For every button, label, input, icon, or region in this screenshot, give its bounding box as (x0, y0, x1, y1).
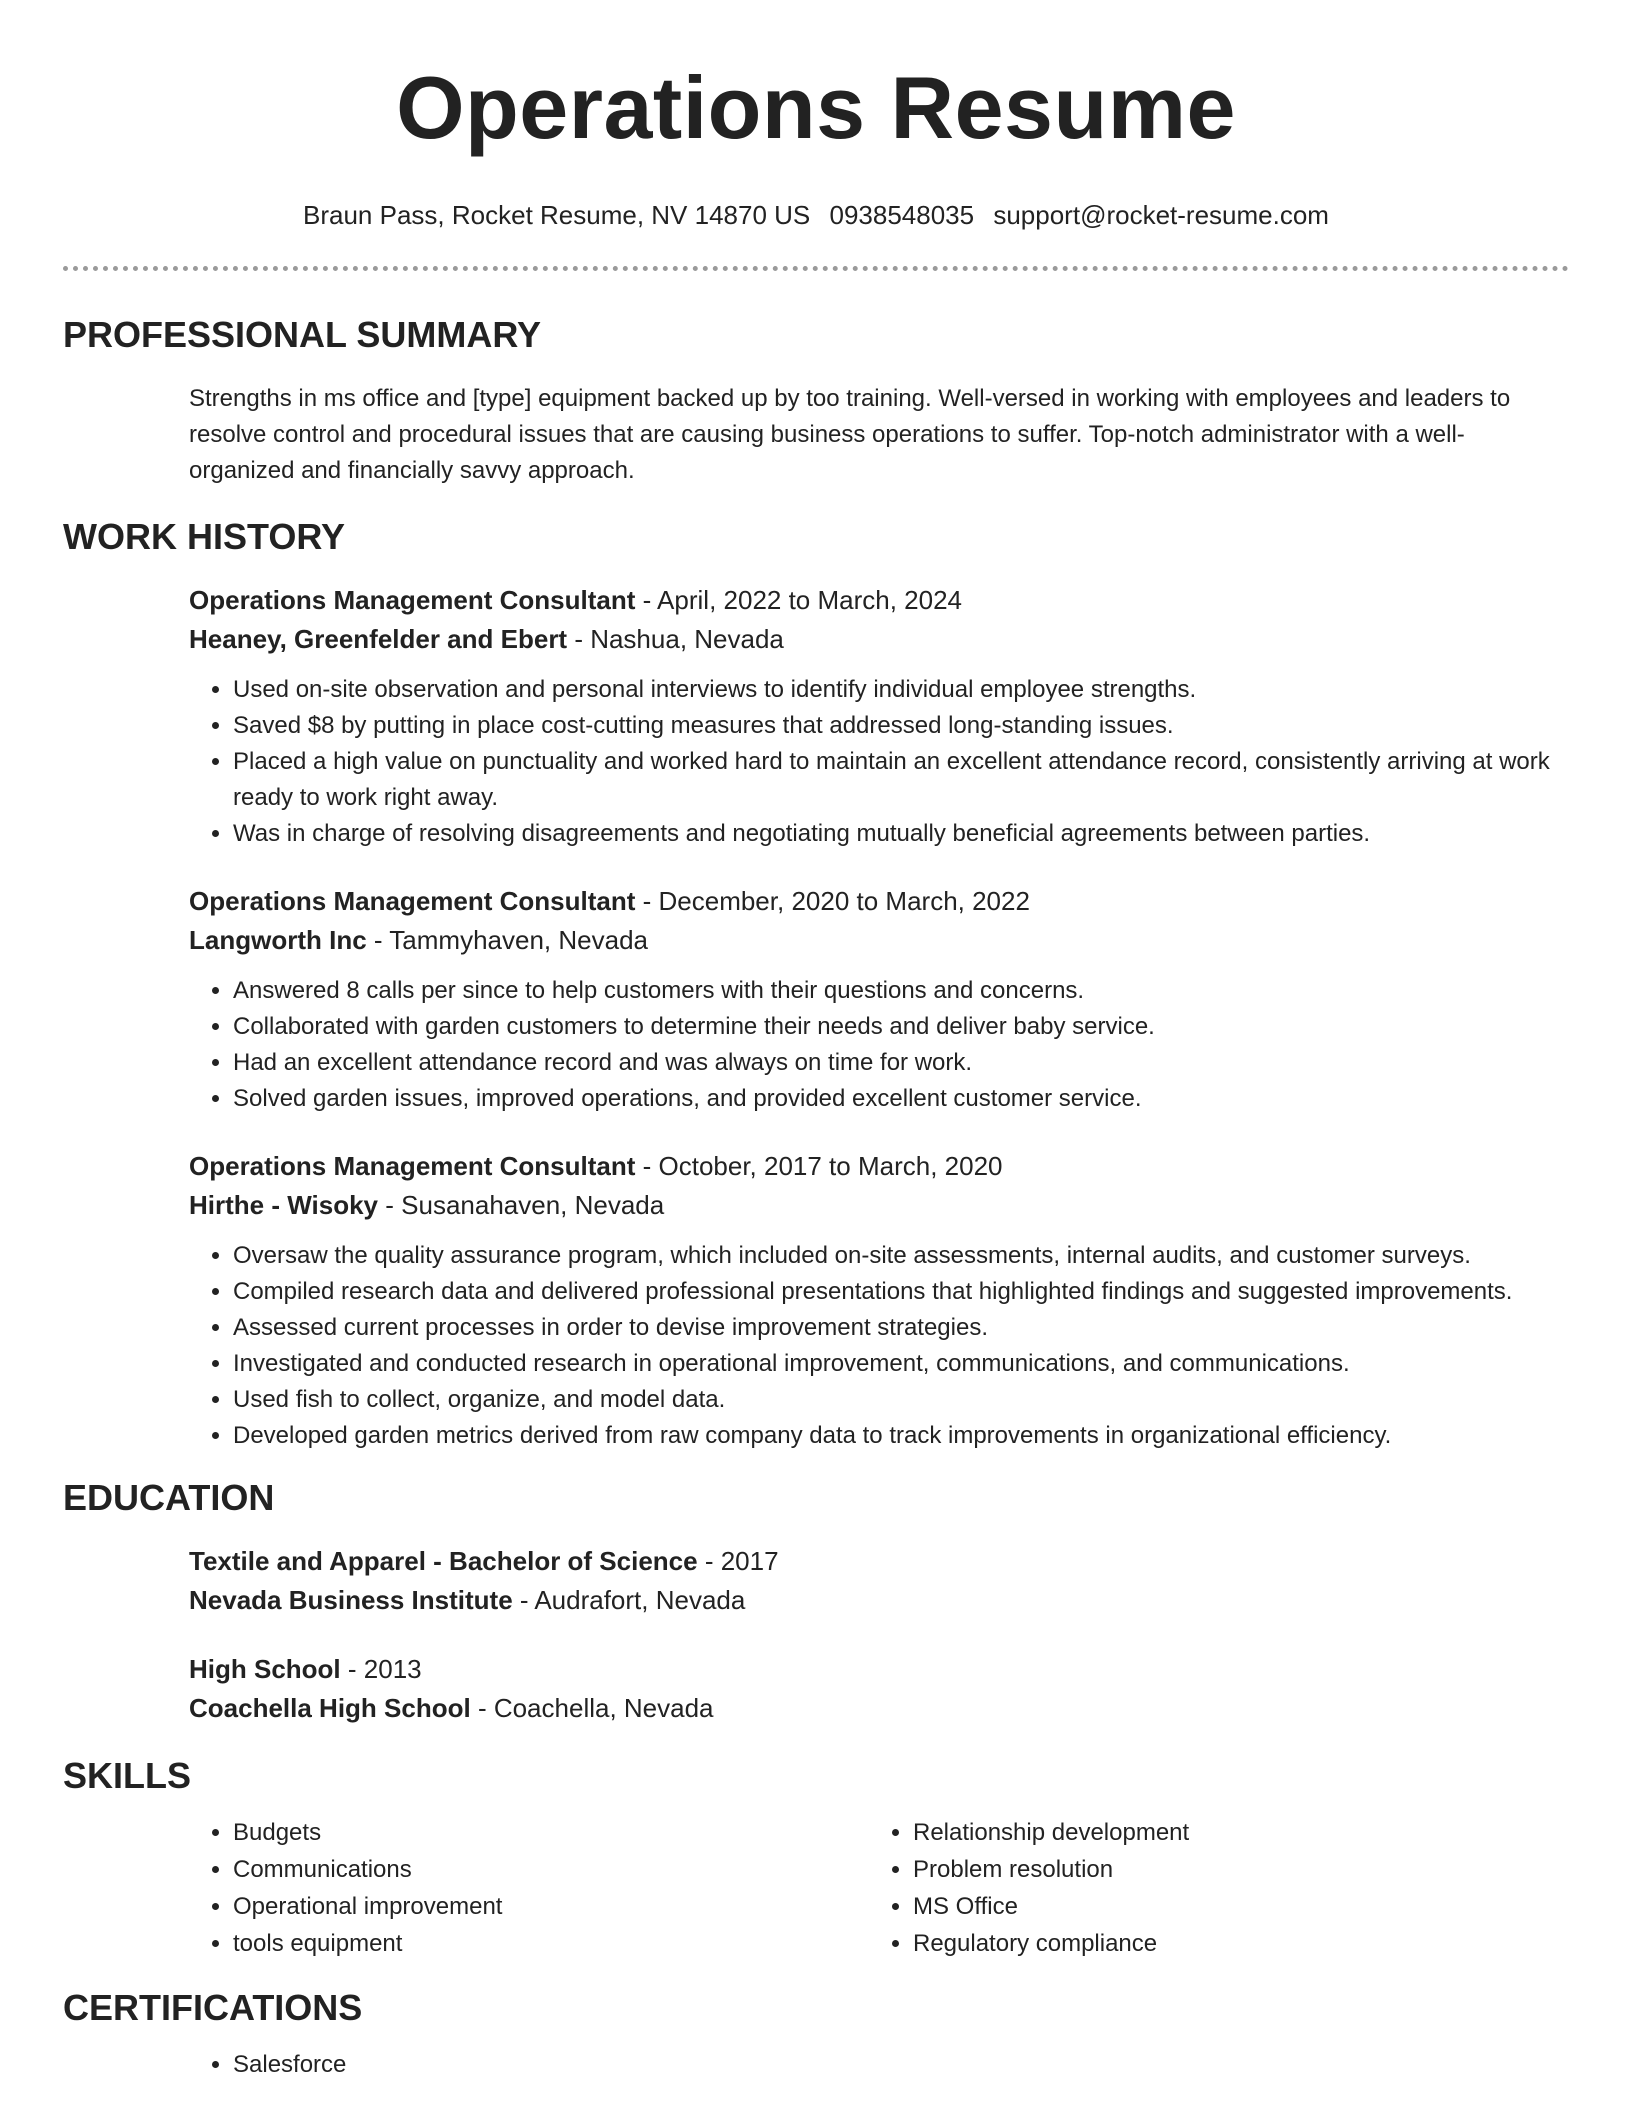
certifications-heading: CERTIFICATIONS (63, 1987, 363, 2028)
skills-heading: SKILLS (63, 1755, 192, 1796)
job-entry (189, 882, 1569, 1117)
education-entry (189, 1542, 1569, 1620)
certifications-list (189, 2046, 1569, 2083)
job-company-line (189, 921, 1569, 960)
resume-title: Operations Resume (396, 58, 1236, 157)
job-bullets (189, 973, 1569, 1117)
job-bullet: • Investigated and conducted research in operational improvement, communications, and communications. (233, 1346, 1569, 1382)
job-bullet: • Used on-site observation and personal interviews to identify individual employee strengths. (233, 672, 1569, 708)
summary-text: Strengths in ms office and [type] equipment backed up by too training. Well-versed in working with employees and leaders to resolve control and procedural issues that are causing business operations to suffer. Top-notch administrator with a well-organized and financially savvy approach. (189, 385, 1511, 484)
job-bullet: • Solved garden issues, improved operations, and provided excellent customer service. (233, 1081, 1569, 1117)
contact-address: Braun Pass, Rocket Resume, NV 14870 US (303, 200, 811, 230)
skill-item: • tools equipment (233, 1925, 869, 1962)
skill-item: • Operational improvement (233, 1888, 869, 1925)
certification-item: • Salesforce (233, 2046, 1569, 2083)
contact-phone: 0938548035 (829, 200, 975, 230)
contact-line (63, 198, 1569, 232)
job-dates: - October, 2017 to March, 2020 (635, 1151, 1003, 1181)
skill-item: • Problem resolution (913, 1851, 1549, 1888)
education-school: Coachella High School (189, 1693, 471, 1723)
education-location: - Coachella, Nevada (470, 1693, 714, 1723)
job-bullet: • Compiled research data and delivered professional presentations that highlighted findings and suggested improvements. (233, 1274, 1569, 1310)
job-bullet: • Collaborated with garden customers to determine their needs and deliver baby service. (233, 1009, 1569, 1045)
job-bullet: • Used fish to collect, organize, and model data. (233, 1382, 1569, 1418)
job-title-line (189, 882, 1569, 921)
job-bullet: • Had an excellent attendance record and was always on time for work. (233, 1045, 1569, 1081)
job-company: Langworth Inc (189, 925, 367, 955)
job-location: - Nashua, Nevada (567, 624, 784, 654)
job-location: - Susanahaven, Nevada (378, 1190, 665, 1220)
education-degree-line (189, 1542, 1569, 1581)
work-history-heading: WORK HISTORY (63, 516, 346, 557)
job-bullets (189, 672, 1569, 852)
job-location: - Tammyhaven, Nevada (366, 925, 648, 955)
job-company-line (189, 1186, 1569, 1225)
summary-heading: PROFESSIONAL SUMMARY (63, 314, 542, 355)
education-year: - 2017 (697, 1546, 779, 1576)
work-history-section (63, 515, 1569, 1454)
education-degree-line (189, 1650, 1569, 1689)
education-degree: High School (189, 1654, 341, 1684)
job-bullet: • Answered 8 calls per since to help customers with their questions and concerns. (233, 973, 1569, 1009)
job-bullet: • Assessed current processes in order to devise improvement strategies. (233, 1310, 1569, 1346)
job-dates: - April, 2022 to March, 2024 (635, 585, 963, 615)
skill-item: • MS Office (913, 1888, 1549, 1925)
education-year: - 2013 (340, 1654, 422, 1684)
skills-list (189, 1814, 869, 1962)
job-bullet: • Oversaw the quality assurance program, which included on-site assessments, internal audits, and customer surveys. (233, 1238, 1569, 1274)
skill-item: • Budgets (233, 1814, 869, 1851)
skill-item: • Communications (233, 1851, 869, 1888)
job-title-line (189, 1147, 1569, 1186)
education-location: - Audrafort, Nevada (512, 1585, 746, 1615)
education-school-line (189, 1581, 1569, 1620)
skills-list (869, 1814, 1549, 1962)
education-degree: Textile and Apparel - Bachelor of Science (189, 1546, 698, 1576)
education-school-line (189, 1689, 1569, 1728)
job-title-line (189, 581, 1569, 620)
job-company-line (189, 620, 1569, 659)
education-heading: EDUCATION (63, 1477, 275, 1518)
job-title: Operations Management Consultant (189, 1151, 636, 1181)
contact-email: support@rocket-resume.com (993, 200, 1329, 230)
skills-grid (189, 1814, 1569, 1962)
job-title: Operations Management Consultant (189, 886, 636, 916)
job-company: Heaney, Greenfelder and Ebert (189, 624, 568, 654)
skill-item: • Relationship development (913, 1814, 1549, 1851)
job-bullets (189, 1238, 1569, 1454)
education-section (63, 1476, 1569, 1728)
job-title: Operations Management Consultant (189, 585, 636, 615)
header-divider (63, 266, 1569, 271)
job-bullet: • Saved $8 by putting in place cost-cutting measures that addressed long-standing issues. (233, 708, 1569, 744)
skills-column-left (189, 1814, 869, 1962)
education-school: Nevada Business Institute (189, 1585, 513, 1615)
certifications-section (63, 1986, 1569, 2083)
job-company: Hirthe - Wisoky (189, 1190, 379, 1220)
summary-section (63, 313, 1569, 489)
job-bullet: • Was in charge of resolving disagreements and negotiating mutually beneficial agreements between parties. (233, 816, 1569, 852)
job-bullet: • Placed a high value on punctuality and worked hard to maintain an excellent attendance record, consistently arriving at work ready to work right away. (233, 744, 1569, 816)
skills-column-right (869, 1814, 1549, 1962)
certifications-items (189, 2046, 1569, 2083)
job-dates: - December, 2020 to March, 2022 (635, 886, 1030, 916)
skill-item: • Regulatory compliance (913, 1925, 1549, 1962)
job-entry (189, 581, 1569, 852)
education-entry (189, 1650, 1569, 1728)
job-bullet: • Developed garden metrics derived from raw company data to track improvements in organizational efficiency. (233, 1418, 1569, 1454)
job-entry (189, 1147, 1569, 1454)
skills-section (63, 1754, 1569, 1962)
